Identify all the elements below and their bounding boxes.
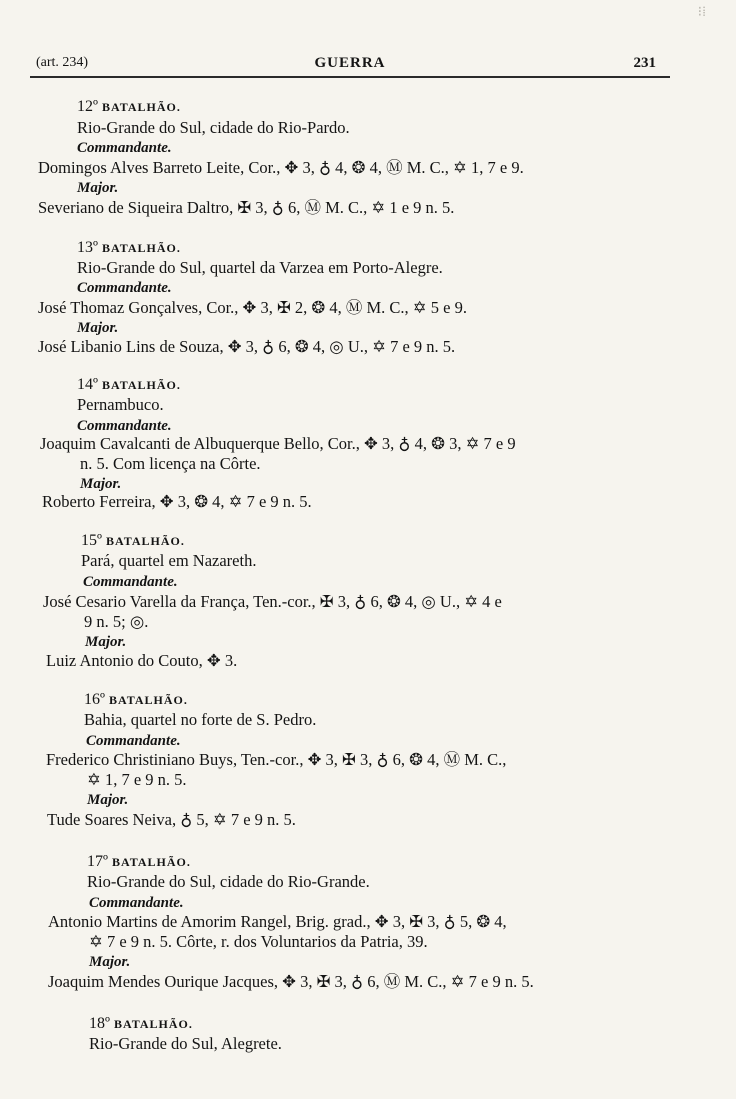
header-rule [30,76,670,78]
commander-entry-continued: n. 5. Com licença na Côrte. [80,454,261,473]
major-entry: Roberto Ferreira, ✥ 3, ❂ 4, ✡ 7 e 9 n. 5. [42,492,312,511]
battalion-location: Rio-Grande do Sul, cidade do Rio-Pardo. [77,118,350,137]
major-entry: Tude Soares Neiva, ♁ 5, ✡ 7 e 9 n. 5. [47,810,296,829]
page-title: GUERRA [314,55,386,71]
commander-entry: Joaquim Cavalcanti de Albuquerque Bello, Cor., ✥ 3, ♁ 4, ❂ 3, ✡ 7 e 9 [40,434,516,453]
major-entry: Joaquim Mendes Ourique Jacques, ✥ 3, ✠ 3, ♁ 6, Ⓜ M. C., ✡ 7 e 9 n. 5. [48,972,534,991]
battalion-heading: 15º BATALHÃO. [81,532,185,549]
battalion-location: Rio-Grande do Sul, cidade do Rio-Grande. [87,872,370,891]
commander-entry-continued: ✡ 1, 7 e 9 n. 5. [87,770,187,789]
commander-entry-continued: ✡ 7 e 9 n. 5. Côrte, r. dos Voluntarios da Patria, 39. [89,932,428,951]
battalion-heading: 12º BATALHÃO. [77,98,181,115]
battalion-heading: 17º BATALHÃO. [87,853,191,870]
battalion-heading: 18º BATALHÃO. [89,1015,193,1032]
major-role: Major. [77,180,119,196]
major-entry: Luiz Antonio do Couto, ✥ 3. [46,651,238,670]
commander-entry: Frederico Christiniano Buys, Ten.-cor., ✥ 3, ✠ 3, ♁ 6, ❂ 4, Ⓜ M. C., [46,750,507,769]
battalion-location: Pará, quartel em Nazareth. [81,551,257,570]
article-reference: (art. 234) [36,55,89,70]
battalion-heading: 14º BATALHÃO. [77,376,181,393]
major-role: Major. [87,792,129,808]
battalion-location: Rio-Grande do Sul, quartel da Varzea em Porto-Alegre. [77,258,443,277]
commander-role: Commandante. [77,140,172,156]
commander-entry-continued: 9 n. 5; ◎. [84,612,149,631]
battalion-location: Bahia, quartel no forte de S. Pedro. [84,710,317,729]
major-role: Major. [77,320,119,336]
major-role: Major. [85,634,127,650]
commander-entry: José Cesario Varella da França, Ten.-cor., ✠ 3, ♁ 6, ❂ 4, ◎ U., ✡ 4 e [43,592,502,611]
major-role: Major. [89,954,131,970]
battalion-location: Rio-Grande do Sul, Alegrete. [89,1034,282,1053]
commander-entry: Antonio Martins de Amorim Rangel, Brig. grad., ✥ 3, ✠ 3, ♁ 5, ❂ 4, [48,912,507,931]
commander-role: Commandante. [83,574,178,590]
commander-entry: Domingos Alves Barreto Leite, Cor., ✥ 3, ♁ 4, ❂ 4, Ⓜ M. C., ✡ 1, 7 e 9. [38,158,524,177]
battalion-heading: 13º BATALHÃO. [77,239,181,256]
commander-role: Commandante. [86,733,181,749]
major-entry: José Libanio Lins de Souza, ✥ 3, ♁ 6, ❂ 4, ◎ U., ✡ 7 e 9 n. 5. [38,337,456,356]
battalion-heading: 16º BATALHÃO. [84,691,188,708]
major-entry: Severiano de Siqueira Daltro, ✠ 3, ♁ 6, Ⓜ M. C., ✡ 1 e 9 n. 5. [38,198,455,217]
commander-entry: José Thomaz Gonçalves, Cor., ✥ 3, ✠ 2, ❂ 4, Ⓜ M. C., ✡ 5 e 9. [38,298,467,317]
commander-role: Commandante. [77,418,172,434]
major-role: Major. [80,476,122,492]
page-number: 231 [633,55,656,71]
page-header [30,55,670,77]
commander-role: Commandante. [77,280,172,296]
battalion-location: Pernambuco. [77,395,164,414]
scan-mark: ⁝⁞ [697,5,706,20]
commander-role: Commandante. [89,895,184,911]
